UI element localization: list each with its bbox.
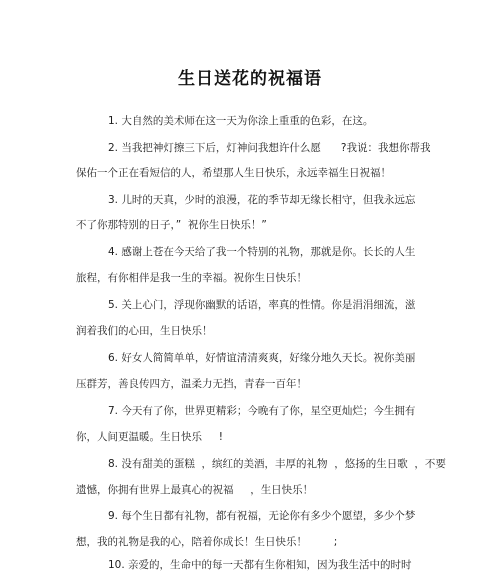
wish-line-5: 5. 关上心门，浮现你幽默的话语，率真的性情。你是涓涓细流，滋 bbox=[108, 299, 416, 311]
wish-line-9-cont: 想，我的礼物是我的心，陪着你成长！生日快乐！ ; bbox=[76, 536, 338, 548]
wish-line-6: 6. 好女人简简单单，好情谊清清爽爽，好缘分地久天长。祝你美丽 bbox=[108, 352, 416, 364]
wish-line-2: 2. 当我把神灯擦三下后，灯神问我想许什么愿 ?我说：我想你帮我 bbox=[108, 142, 431, 154]
wish-line-7: 7. 今天有了你，世界更精彩；今晚有了你，星空更灿烂；今生拥有 bbox=[108, 405, 416, 417]
wish-line-3-cont: 不了你那特别的日子，” 祝你生日快乐！” bbox=[76, 219, 267, 231]
wish-line-4-cont: 旅程，有你相伴是我一生的幸福。祝你生日快乐！ bbox=[76, 272, 307, 284]
wish-line-9: 9. 每个生日都有礼物，都有祝福，无论你有多少个愿望，多少个梦 bbox=[108, 510, 416, 522]
wish-line-7-cont: 你，人间更温暖。生日快乐 ! bbox=[76, 431, 223, 443]
wish-line-4: 4. 感谢上苍在今天给了我一个特别的礼物，那就是你。长长的人生 bbox=[108, 246, 416, 258]
wish-line-8: 8. 没有甜美的蛋糕 ，缤红的美酒，丰厚的礼物 ，悠扬的生日歌 ，不要 bbox=[108, 458, 446, 470]
wish-line-6-cont: 压群芳，善良传四方，温柔力无挡，青春一百年！ bbox=[76, 378, 307, 390]
wish-line-1: 1. 大自然的美术师在这一天为你涂上重重的色彩，在这。 bbox=[108, 115, 374, 127]
page-title: 生日送花的祝福语 bbox=[178, 69, 322, 89]
wish-line-3: 3. 儿时的天真，少时的浪漫，花的季节却无缘长相守，但我永远忘 bbox=[108, 194, 416, 206]
wish-line-10: 10. 亲爱的，生命中的每一天都有生你相知，因为我生活中的时时 bbox=[108, 559, 412, 571]
wish-line-8-cont: 遗憾，你拥有世界上最真心的祝福 ，生日快乐！ bbox=[76, 484, 314, 496]
wish-line-2-cont: 保佑一个正在看短信的人，希望那人生日快乐，永远幸福生日祝福！ bbox=[76, 167, 391, 179]
wish-line-5-cont: 润着我们的心田，生日快乐！ bbox=[76, 325, 213, 337]
